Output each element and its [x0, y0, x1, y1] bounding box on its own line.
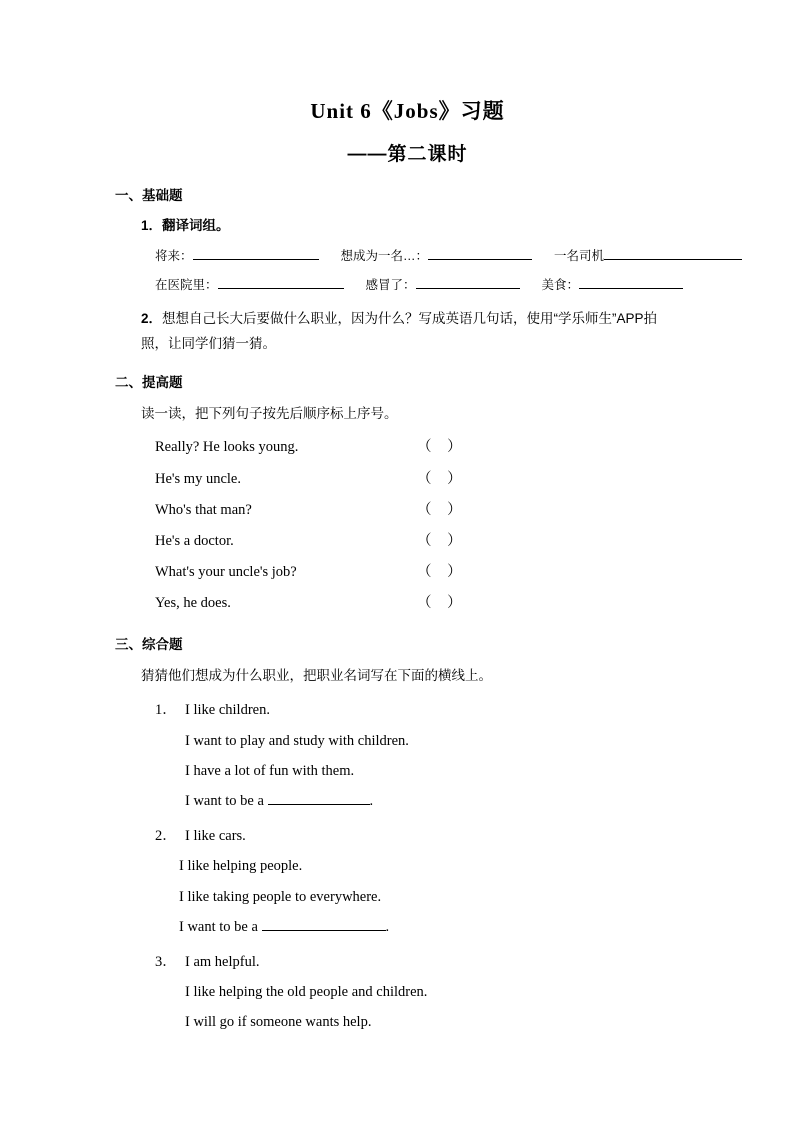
- question-first-line: [115, 821, 680, 851]
- exercise-1-number: 1．: [141, 218, 163, 233]
- question-line: I want to play and study with children.: [185, 732, 409, 749]
- exercise-1-title: 翻译词组。: [162, 218, 230, 233]
- fill-blank-future[interactable]: [193, 247, 319, 260]
- ordering-sentence: Really? He looks young.: [155, 439, 299, 456]
- answer-prefix: I want to be a: [179, 919, 262, 936]
- ordering-sentence: What's your uncle's job?: [155, 564, 297, 581]
- question-line: I have a lot of fun with them.: [185, 762, 355, 779]
- question-line: I like helping people.: [179, 858, 303, 875]
- ordering-answer-box[interactable]: （ ）: [417, 532, 468, 549]
- guess-question-2: [115, 821, 680, 943]
- document-body: [115, 95, 680, 1042]
- ordering-answer-box[interactable]: （ ）: [417, 595, 468, 612]
- list-item: [155, 557, 680, 588]
- list-item: [155, 432, 680, 463]
- fill-label-wanttobe: 想成为一名…：: [340, 249, 429, 263]
- ordering-sentence: Who's that man?: [155, 501, 252, 518]
- list-item: [155, 464, 680, 495]
- fill-label-future: 将来：: [155, 249, 193, 263]
- list-item: [155, 588, 680, 619]
- question-line: I like helping the old people and children.: [185, 984, 428, 1001]
- guess-question-1: [115, 695, 680, 817]
- list-item: [155, 495, 680, 526]
- question-line: I like cars.: [185, 827, 246, 844]
- page-subtitle: ——第二课时: [347, 144, 468, 165]
- fill-label-hospital: 在医院里：: [155, 277, 218, 292]
- ordering-list: [115, 432, 680, 619]
- question-line: I am helpful.: [185, 953, 260, 970]
- question-number: 3．: [155, 953, 177, 970]
- fill-label-cold: 感冒了：: [365, 277, 416, 292]
- ordering-sentence: He's a doctor.: [155, 532, 234, 549]
- ordering-sentence: Yes, he does.: [155, 595, 231, 612]
- ordering-answer-box[interactable]: （ ）: [417, 564, 468, 581]
- answer-suffix: .: [385, 919, 390, 936]
- fill-label-driver: 一名司机: [554, 249, 605, 263]
- fill-blank-driver[interactable]: [604, 247, 742, 260]
- guess-question-3: [115, 947, 680, 1038]
- section-3-prompt: 猜猜他们想成为什么职业，把职业名词写在下面的横线上。: [141, 668, 492, 684]
- section-heading-improve: 二、提高题: [115, 374, 183, 390]
- ordering-answer-box[interactable]: （ ）: [417, 501, 468, 518]
- answer-blank[interactable]: [268, 792, 370, 805]
- exercise-2-paragraph: [115, 306, 680, 357]
- section-heading-basic: 一、基础题: [115, 188, 183, 203]
- question-first-line: [115, 947, 680, 977]
- fill-row-2: [115, 271, 680, 300]
- ordering-answer-box[interactable]: （ ）: [417, 470, 468, 487]
- fill-label-food: 美食：: [541, 277, 580, 292]
- section-2-prompt: 读一读，把下列句子按先后顺序标上序号。: [141, 405, 398, 421]
- ordering-sentence: He's my uncle.: [155, 470, 241, 487]
- exercise-1-label: [115, 214, 680, 234]
- question-line: I like children.: [185, 702, 270, 719]
- fill-blank-hospital[interactable]: [218, 276, 344, 289]
- question-first-line: [115, 695, 680, 725]
- answer-blank[interactable]: [262, 918, 386, 931]
- fill-blank-cold[interactable]: [416, 276, 520, 289]
- question-number: 2．: [155, 827, 177, 844]
- question-answer-line: [115, 912, 680, 942]
- fill-blank-food[interactable]: [579, 276, 683, 289]
- exercise-2-text: 想想自己长大后要做什么职业，因为什么？写成英语几句话，使用“学乐师生”APP拍照，让同学们猜一猜。: [141, 310, 658, 352]
- fill-row-1: [115, 242, 680, 271]
- question-answer-line: [115, 786, 680, 816]
- list-item: [155, 526, 680, 557]
- question-number: 1．: [155, 702, 177, 719]
- ordering-answer-box[interactable]: （ ）: [417, 439, 468, 456]
- answer-suffix: .: [369, 793, 374, 810]
- answer-prefix: I want to be a: [185, 793, 268, 810]
- question-line: I will go if someone wants help.: [185, 1014, 372, 1031]
- fill-blank-wanttobe[interactable]: [428, 247, 532, 260]
- page-title: Unit 6《Jobs》习题: [310, 99, 505, 123]
- question-line: I like taking people to everywhere.: [179, 888, 382, 905]
- section-heading-comprehensive: 三、综合题: [115, 637, 183, 653]
- exercise-2-number: 2．: [141, 310, 163, 326]
